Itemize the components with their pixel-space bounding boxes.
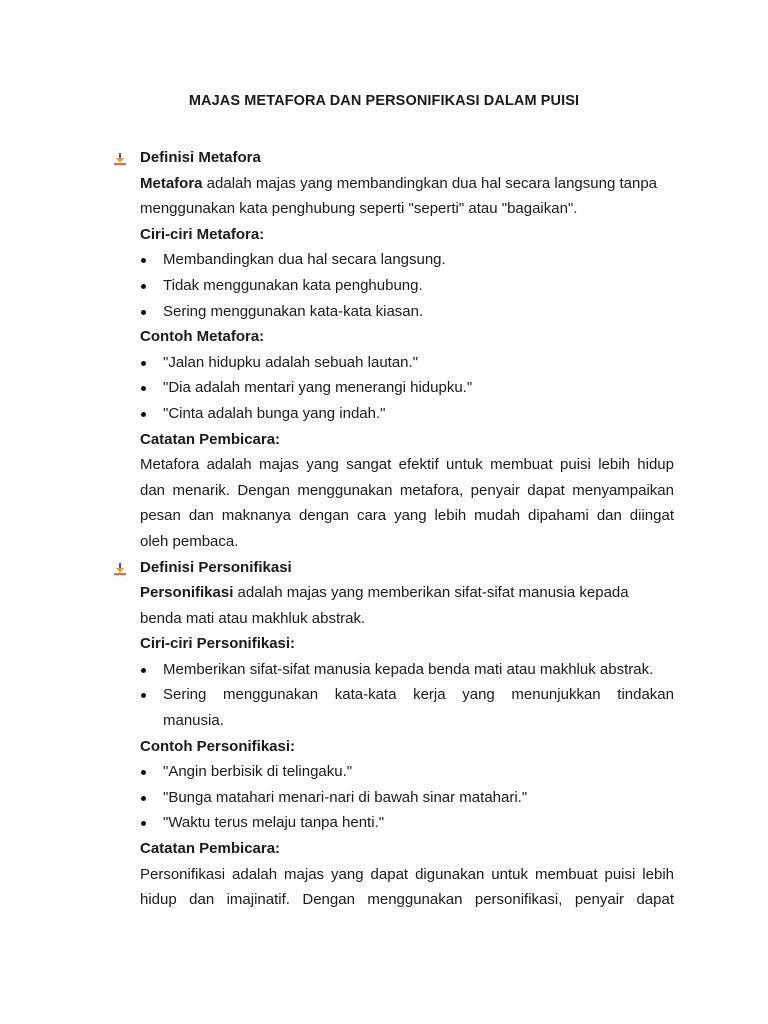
paragraph-line: hidup dan imajinatif. Dengan menggunakan personifikasi, penyair dapat [140, 891, 674, 909]
arrow-bullet-icon [114, 563, 126, 575]
definition-personifikasi-line1: Personifikasi adalah majas yang memberikan sifat-sifat manusia kepada [140, 584, 629, 602]
paragraph-line: Personifikasi adalah majas yang dapat digunakan untuk membuat puisi lebih [140, 865, 674, 883]
list-item: Sering menggunakan kata-kata kerja yang menunjukkan tindakan [140, 682, 674, 708]
list-item: Sering menggunakan kata-kata kiasan. [140, 299, 674, 325]
bullet-dot-icon [141, 310, 146, 315]
list-item: "Waktu terus melaju tanpa henti." [140, 810, 674, 836]
page-title: MAJAS METAFORA DAN PERSONIFIKASI DALAM PUISI [188, 93, 580, 109]
list-item: Memberikan sifat-sifat manusia kepada benda mati atau makhluk abstrak. [140, 657, 674, 683]
bullet-dot-icon [141, 361, 146, 366]
list-item: "Cinta adalah bunga yang indah." [140, 401, 674, 427]
subheading-contoh-personifikasi: Contoh Personifikasi: [140, 737, 296, 755]
list-item: "Bunga matahari menari-nari di bawah sinar matahari." [140, 785, 674, 811]
list-item: "Dia adalah mentari yang menerangi hidupku." [140, 375, 674, 401]
subheading-ciri-personifikasi: Ciri-ciri Personifikasi: [140, 635, 296, 653]
paragraph-line: Metafora adalah majas yang sangat efektif untuk membuat puisi lebih hidup [140, 456, 674, 474]
bullet-dot-icon [141, 770, 146, 775]
subheading-ciri-metafora: Ciri-ciri Metafora: [140, 225, 265, 243]
list-item: "Jalan hidupku adalah sebuah lautan." [140, 350, 674, 376]
paragraph-line: dan menarik. Dengan menggunakan metafora, penyair dapat menyampaikan [140, 481, 674, 499]
bullet-dot-icon [141, 258, 146, 263]
list-item: Tidak menggunakan kata penghubung. [140, 273, 674, 299]
bullet-dot-icon [141, 796, 146, 801]
definition-personifikasi-line2: benda mati atau makhluk abstrak. [140, 609, 366, 627]
subheading-catatan-metafora: Catatan Pembicara: [140, 430, 281, 448]
paragraph-line: pesan dan maknanya dengan cara yang lebih mudah dipahami dan diingat [140, 507, 674, 525]
subheading-catatan-personifikasi: Catatan Pembicara: [140, 840, 281, 858]
section-heading-personifikasi: Definisi Personifikasi [140, 555, 674, 581]
document-body [140, 145, 674, 913]
bullet-dot-icon [141, 668, 146, 673]
bullet-dot-icon [141, 693, 146, 698]
list-item: "Angin berbisik di telingaku." [140, 759, 674, 785]
bullet-dot-icon [141, 284, 146, 289]
list-item: Membandingkan dua hal secara langsung. [140, 247, 674, 273]
bullet-dot-icon [141, 821, 146, 826]
paragraph-line: oleh pembaca. [140, 532, 239, 550]
list-item-continuation: manusia. [163, 712, 224, 730]
subheading-contoh-metafora: Contoh Metafora: [140, 328, 265, 346]
section-heading-metafora: Definisi Metafora [140, 145, 674, 171]
definition-metafora-line1: Metafora adalah majas yang membandingkan dua hal secara langsung tanpa [140, 174, 657, 192]
definition-metafora-line2: menggunakan kata penghubung seperti "seperti" atau "bagaikan". [140, 200, 578, 218]
bullet-dot-icon [141, 412, 146, 417]
arrow-bullet-icon [114, 153, 126, 165]
bullet-dot-icon [141, 386, 146, 391]
